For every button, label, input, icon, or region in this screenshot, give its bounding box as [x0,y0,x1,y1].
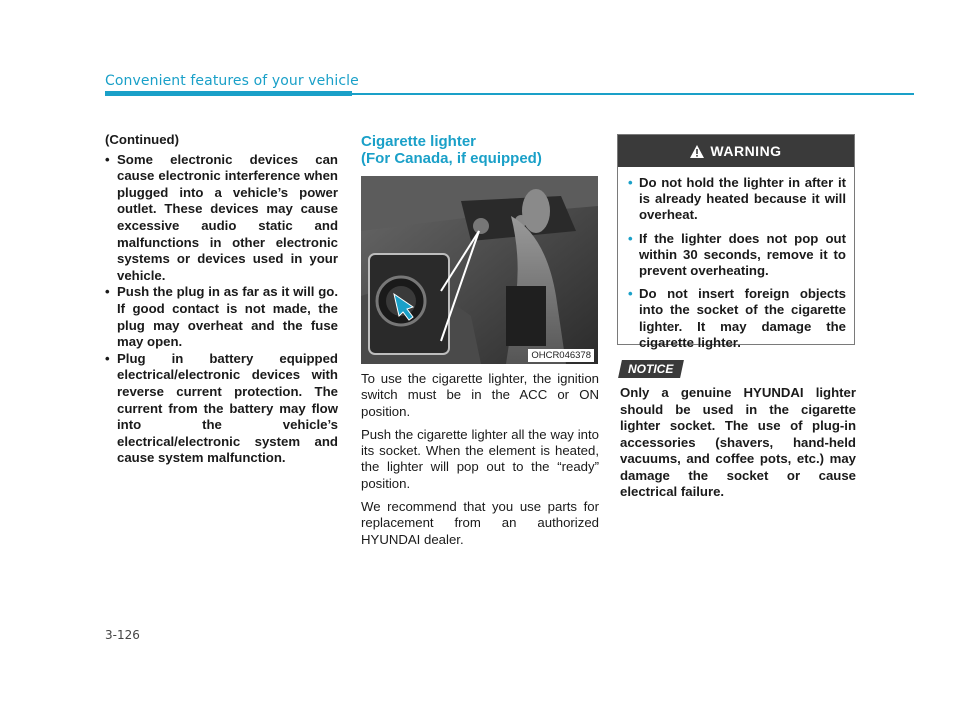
warning-list [618,167,854,351]
list-item: • Push the plug in as far as it will go. If good contact is not made, the plug may overheat and the fuse may open. [105,284,338,350]
warning-box [617,134,855,350]
page-number: 3-126 [105,628,140,642]
paragraph: Push the cigarette lighter all the way into its socket. When the element is heated, the lighter will pop out to the “ready” position. [361,426,599,491]
photo-code-label: OHCR046378 [528,349,594,362]
section-title [361,133,601,167]
cigarette-lighter-photo [361,176,598,364]
list-item: • Plug in battery equipped electrical/electronic devices with reverse current protection. The current from the battery may flow into the vehicle’s electrical/electronic system and cause system malfunction. [105,351,338,467]
list-item: • If the lighter does not pop out within 30 seconds, remove it to prevent overheating. [628,231,846,280]
list-item: • Do not insert foreign objects into the socket of the cigarette lighter. It may damage the cigarette lighter. [628,286,846,351]
section-title-line-2: (For Canada, if equipped) [361,150,542,167]
header-rule-thick [105,91,352,96]
list-item: • Do not hold the lighter in after it is already heated because it will overheat. [628,175,846,224]
column-1 [105,132,338,467]
notice-badge [618,360,684,378]
list-item: • Some electronic devices can cause electronic interference when plugged into a vehicle’s power outlet. These devices may cause excessive audio static and malfunctions in other electronic systems or devices used in your vehicle. [105,152,338,285]
bullet-list [105,152,338,467]
warning-title: WARNING [710,143,782,159]
notice-badge-label: NOTICE [628,362,674,376]
paragraph: To use the cigarette lighter, the ignition switch must be in the ACC or ON position. [361,371,599,419]
warning-header [618,135,854,167]
header-title: Convenient features of your vehicle [105,73,359,89]
notice-text: Only a genuine HYUNDAI lighter should be used in the cigarette lighter socket. The use of plug-in accessories (shavers, hand-held vacuums, and coffee pots, etc.) may damage the socket or cause electrical failure. [620,385,856,499]
section-title-line-1: Cigarette lighter [361,133,477,150]
paragraph: We recommend that you use parts for replacement from an authorized HYUNDAI dealer. [361,499,599,547]
continued-label: (Continued) [105,132,179,147]
warning-triangle-icon [690,145,704,158]
section-body [361,371,599,555]
header-rule-thin [352,93,914,95]
console-illustration [361,176,598,364]
